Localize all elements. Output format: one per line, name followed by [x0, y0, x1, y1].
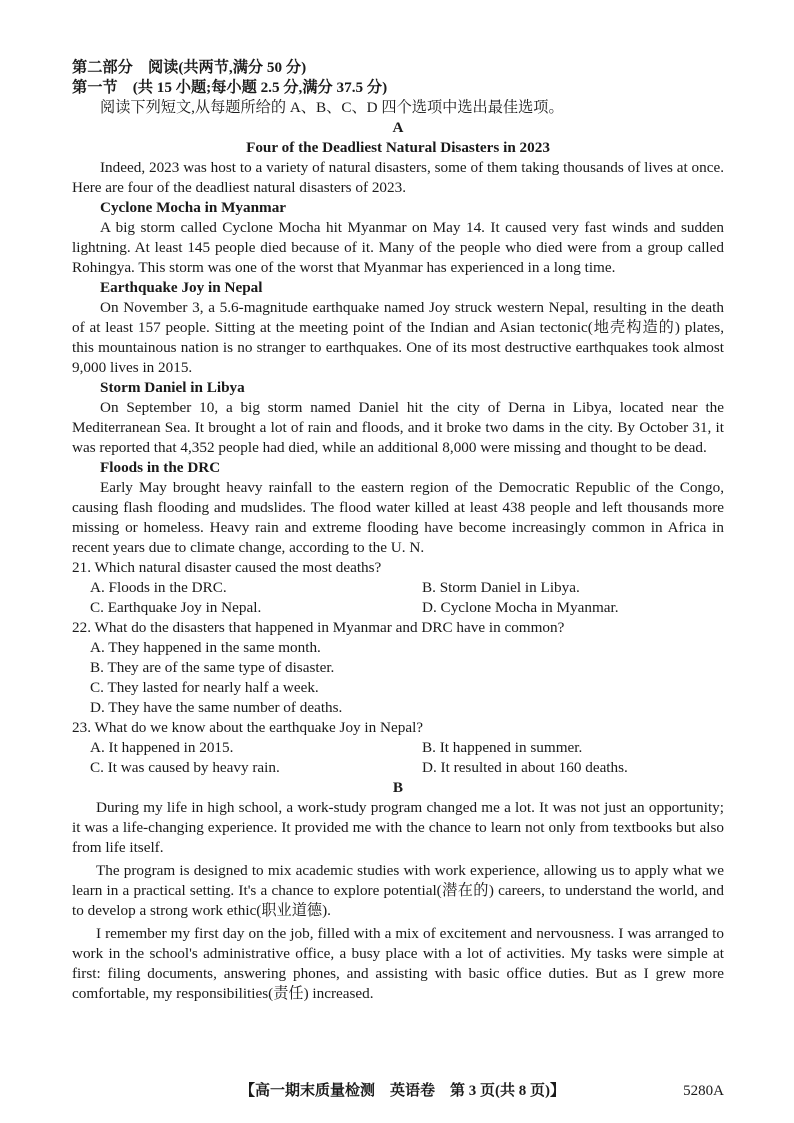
passage-a-letter: A [392, 119, 404, 136]
passage-b-paragraph-2: The program is designed to mix academic studies with work experience, allowing us to apply what we learn in a practical setting. It's a chance to explore potential(潜在的) careers, to understand the world, and to develop a strong work ethic(职业道德). [72, 862, 724, 919]
passage-b-letter: B [392, 779, 404, 796]
passage-b-paragraph-1: During my life in high school, a work-study program changed me a lot. It was not just an opportunity; it was a life-changing experience. It provided me with the chance to learn not only from textbooks but also from life itself. [72, 799, 724, 856]
question-23-option-d[interactable]: D. It resulted in about 160 deaths. [422, 759, 628, 776]
question-21-option-b[interactable]: B. Storm Daniel in Libya. [422, 579, 580, 596]
page-footer [72, 1081, 724, 1103]
section-text-cyclone: A big storm called Cyclone Mocha hit Myanmar on May 14. It caused very fast winds and sudden lightning. At least 145 people died because of it. Many of the people who died were from a group called Rohingya. This storm was one of the worst that Myanmar has experienced in a long time. [72, 219, 724, 276]
question-22-option-d[interactable]: D. They have the same number of deaths. [90, 699, 343, 716]
question-23-option-b[interactable]: B. It happened in summer. [422, 739, 583, 756]
question-21-option-d[interactable]: D. Cyclone Mocha in Myanmar. [422, 599, 619, 616]
section-text-earthquake: On November 3, a 5.6-magnitude earthquake named Joy struck western Nepal, resulting in the death of at least 157 people. Sitting at the meeting point of the Indian and Asian tectonic(地壳构造的) plates, this mountainous nation is no stranger to earthquakes. One of its most destructive earthquakes took almost 9,000 lives in 2015. [72, 299, 724, 376]
section-text-storm: On September 10, a big storm named Daniel hit the city of Derna in Libya, located near the Mediterranean Sea. It brought a lot of rain and floods, and it broke two dams in the city. By October 31, it was reported that 4,352 people had died, while an additional 8,000 were missing and thought to be dead. [72, 399, 724, 456]
passage-a-title: Four of the Deadliest Natural Disasters in 2023 [246, 139, 550, 156]
question-23-options [72, 738, 724, 778]
section-heading-earthquake: Earthquake Joy in Nepal [100, 279, 263, 296]
question-22-option-b[interactable]: B. They are of the same type of disaster. [90, 659, 335, 676]
question-21-options [72, 578, 724, 618]
question-21-stem: 21. Which natural disaster caused the most deaths? [72, 559, 382, 576]
question-22-stem: 22. What do the disasters that happened in Myanmar and DRC have in common? [72, 619, 565, 636]
question-21-option-c[interactable]: C. Earthquake Joy in Nepal. [90, 599, 262, 616]
question-22-option-c[interactable]: C. They lasted for nearly half a week. [90, 679, 319, 696]
question-21-option-a[interactable]: A. Floods in the DRC. [90, 579, 227, 596]
section-heading: 第一节 (共 15 小题;每小题 2.5 分,满分 37.5 分) [72, 79, 388, 96]
question-23-option-a[interactable]: A. It happened in 2015. [90, 739, 234, 756]
question-23-option-c[interactable]: C. It was caused by heavy rain. [90, 759, 280, 776]
section-heading-storm: Storm Daniel in Libya [100, 379, 245, 396]
passage-b-paragraph-3: I remember my first day on the job, filled with a mix of excitement and nervousness. I was arranged to work in the school's administrative office, a busy place with a lot of activities. My tasks were simple at first: filing documents, answering phones, and assisting with basic office duties. But as I grew more comfortable, my responsibilities(责任) increased. [72, 925, 724, 1002]
exam-page [72, 58, 724, 1004]
section-heading-cyclone: Cyclone Mocha in Myanmar [100, 199, 287, 216]
part-heading: 第二部分 阅读(共两节,满分 50 分) [72, 59, 307, 76]
section-text-floods: Early May brought heavy rainfall to the eastern region of the Democratic Republic of the Congo, causing flash flooding and mudslides. The flood water killed at least 438 people and left thousands more missing or homeless. Heavy rain and extreme flooding have become increasingly common in Africa in recent years due to climate change, according to the U. N. [72, 479, 724, 556]
footer-code: 5280A [683, 1083, 724, 1099]
footer-title: 【高一期末质量检测 英语卷 第 3 页(共 8 页)】 [240, 1083, 565, 1099]
question-22-options [72, 638, 724, 718]
passage-a-intro: Indeed, 2023 was host to a variety of natural disasters, some of them taking thousands of lives at once. Here are four of the deadliest natural disasters of 2023. [72, 159, 724, 196]
question-22-option-a[interactable]: A. They happened in the same month. [90, 639, 321, 656]
section-heading-floods: Floods in the DRC [100, 459, 221, 476]
question-23-stem: 23. What do we know about the earthquake Joy in Nepal? [72, 719, 424, 736]
instruction-text: 阅读下列短文,从每题所给的 A、B、C、D 四个选项中选出最佳选项。 [100, 99, 564, 116]
